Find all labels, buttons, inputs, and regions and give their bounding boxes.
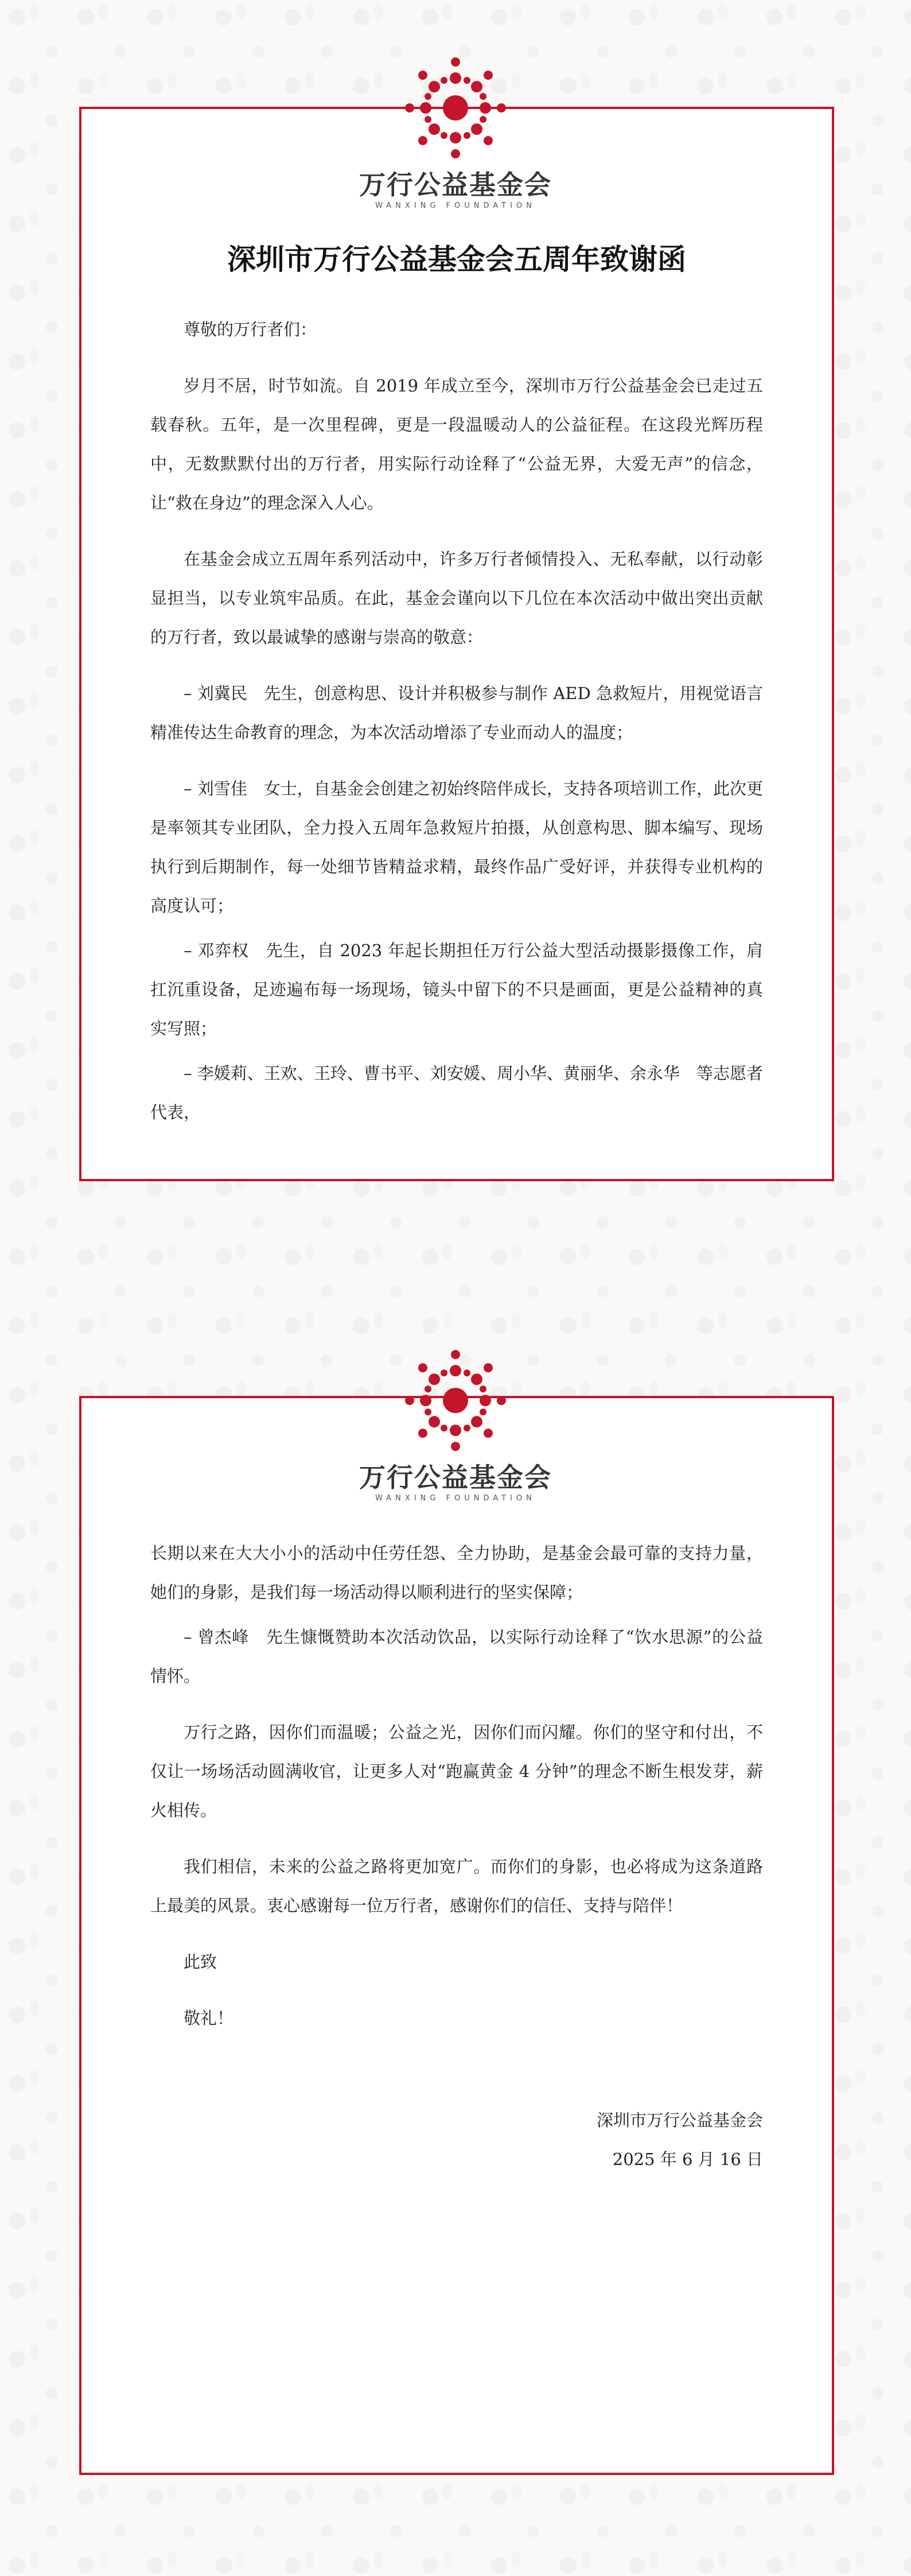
letter-body-1: [150, 242, 763, 1138]
paragraph-intro: 岁月不居，时节如流。自 2019 年成立至今，深圳市万行公益基金会已走过五载春秋。五年，是一次里程碑，更是一段温暖动人的公益征程。在这段光辉历程中，无数默默付出的万行者，用实际行动诠释了“公益无界，大爱无声”的信念，让“救在身边”的理念深入人心。: [150, 376, 763, 513]
flower-emblem-icon: [398, 1343, 513, 1458]
letter-page-1: [79, 107, 834, 1181]
closing-salute: 敬礼！: [184, 2008, 234, 2028]
flower-emblem-icon: [398, 51, 513, 165]
acknowledgement-item: – 刘冀民 先生，创意构思、设计并积极参与制作 AED 急救短片，用视觉语言精准传达生命教育的理念，为本次活动增添了专业而动人的温度；: [150, 684, 763, 742]
closing-line: 此致: [184, 1952, 217, 1972]
letter-page-2: [79, 1396, 834, 2475]
acknowledgement-item: – 刘雪佳 女士，自基金会创建之初始终陪伴成长，支持各项培训工作，此次更是率领其专业团队，全力投入五周年急救短片拍摄，从创意构思、脚本编写、现场执行到后期制作，每一处细节皆精益求精，最终作品广受好评，并获得专业机构的高度认可；: [150, 779, 763, 915]
acknowledgement-item: – 李媛莉、王欢、王玲、曹书平、刘安媛、周小华、黄丽华、余永华 等志愿者代表，: [150, 1064, 763, 1122]
paragraph-thanks-lead: 在基金会成立五周年系列活动中，许多万行者倾情投入、无私奉献，以行动彰显担当，以专业筑牢品质。在此，基金会谨向以下几位在本次活动中做出突出贡献的万行者，致以最诚挚的感谢与崇高的敬意：: [150, 549, 763, 647]
foundation-logo: [358, 1343, 553, 1504]
logo-name-cn: 万行公益基金会: [359, 1462, 552, 1493]
logo-name-cn: 万行公益基金会: [359, 169, 552, 200]
logo-name-en: WANXING FOUNDATION: [375, 1494, 536, 1503]
paragraph-future: 我们相信，未来的公益之路将更加宽广。而你们的身影，也必将成为这条道路上最美的风景。衷心感谢每一位万行者，感谢你们的信任、支持与陪伴！: [150, 1857, 763, 1915]
acknowledgement-item: – 曾杰峰 先生慷慨赞助本次活动饮品，以实际行动诠释了“饮水思源”的公益情怀。: [150, 1627, 763, 1686]
logo-name-en: WANXING FOUNDATION: [375, 201, 536, 210]
letter-body-2: [150, 1534, 763, 2179]
letter-date: 2025 年 6 月 16 日: [612, 2150, 763, 2169]
paragraph-gratitude: 万行之路，因你们而温暖；公益之光，因你们而闪耀。你们的坚守和付出，不仅让一场场活动圆满收官，让更多人对“跑赢黄金 4 分钟”的理念不断生根发芽，薪火相传。: [150, 1722, 763, 1820]
foundation-logo: [358, 51, 553, 211]
salutation: 尊敬的万行者们：: [184, 320, 317, 339]
acknowledgement-item: – 邓弈权 先生，自 2023 年起长期担任万行公益大型活动摄影摄像工作，肩扛沉重设备，足迹遍布每一场现场，镜头中留下的不只是画面，更是公益精神的真实写照；: [150, 941, 763, 1038]
page-title: 深圳市万行公益基金会五周年致谢函: [227, 243, 686, 276]
paragraph-continuation: 长期以来在大大小小的活动中任劳任怨、全力协助，是基金会最可靠的支持力量，她们的身影，是我们每一场活动得以顺利进行的坚实保障；: [150, 1543, 763, 1602]
signature: 深圳市万行公益基金会: [596, 2111, 763, 2130]
